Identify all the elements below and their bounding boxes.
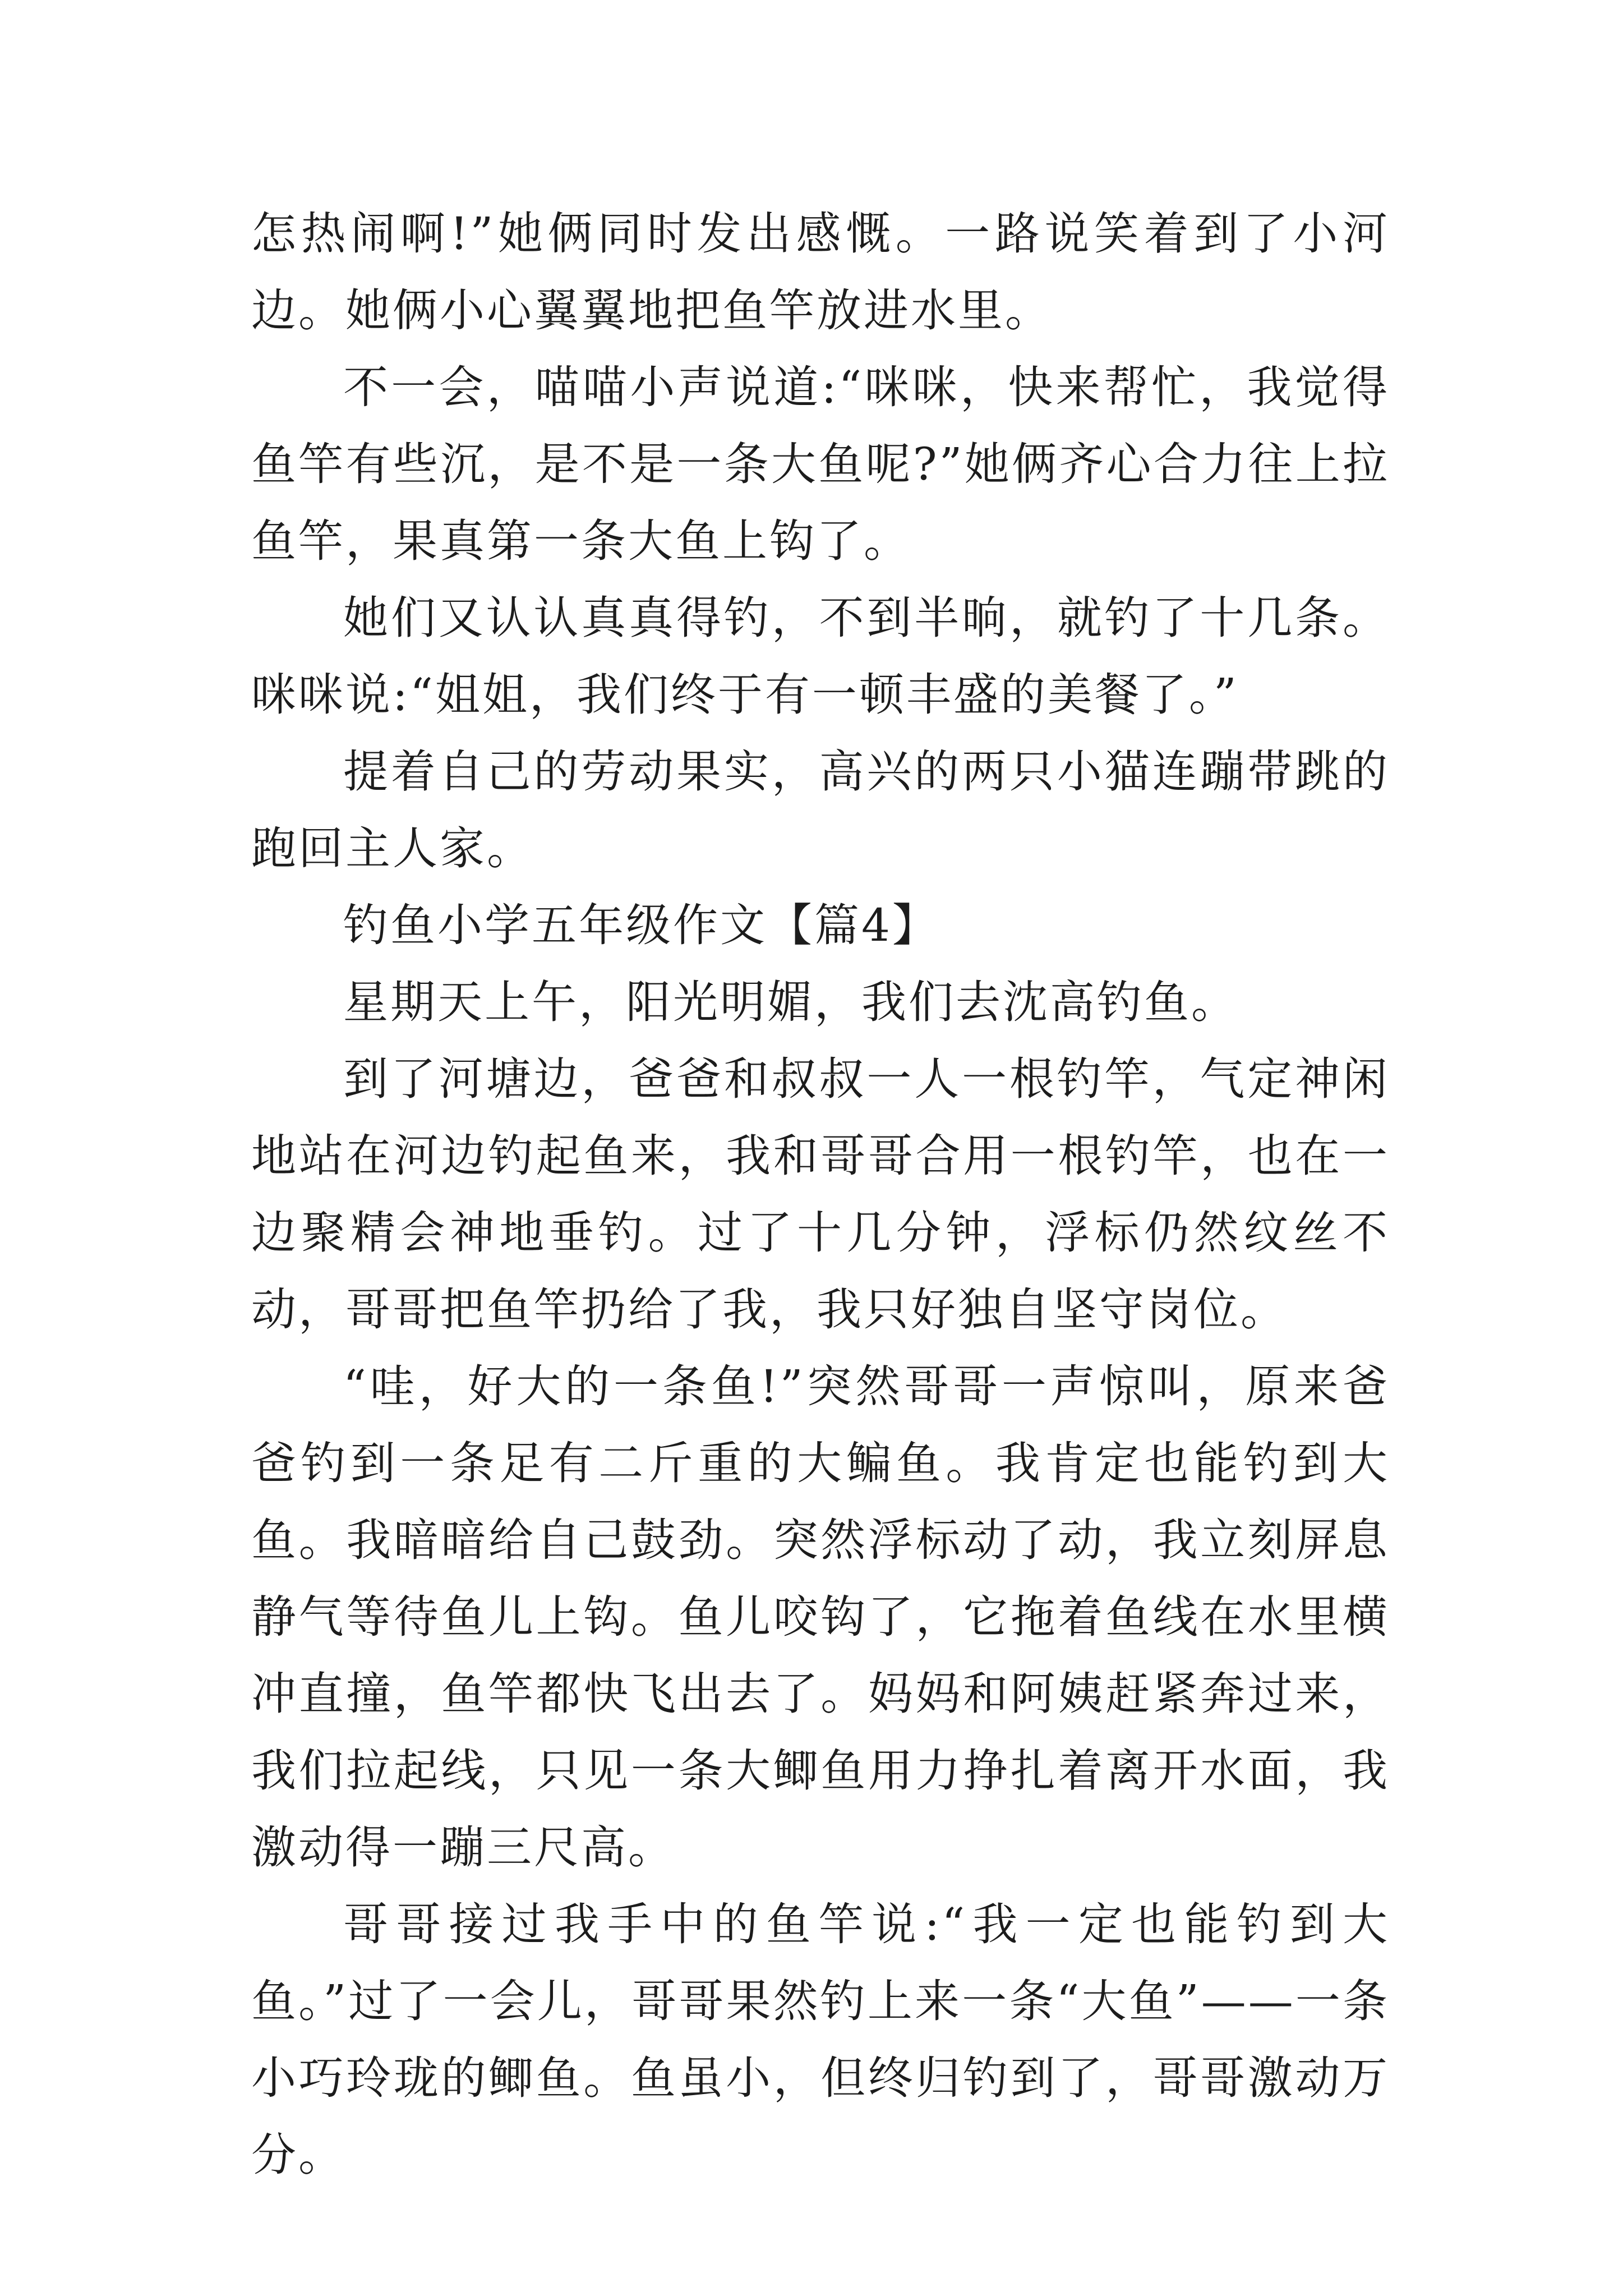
section-heading: 钓鱼小学五年级作文【篇4】 [343, 899, 939, 951]
paragraph: 她们又认认真真得钓，不到半晌，就钓了十几条。咪咪说:“姐姐，我们终于有一顿丰盛的美餐了。” [251, 592, 1390, 721]
paragraph: “哇，好大的一条鱼!”突然哥哥一声惊叫，原来爸爸钓到一条足有二斤重的大鳊鱼。我肯定也能钓到大鱼。我暗暗给自己鼓劲。突然浮标动了动，我立刻屏息静气等待鱼儿上钩。鱼儿咬钩了，它拖着鱼线在水里横冲直撞，鱼竿都快飞出去了。妈妈和阿姨赶紧奔过来，我们拉起线，只见一条大鲫鱼用力挣扎着离开水面，我激动得一蹦三尺高。 [251, 1360, 1390, 1874]
paragraph: 怎热闹啊!”她俩同时发出感慨。一路说笑着到了小河边。她俩小心翼翼地把鱼竿放进水里。 [251, 208, 1390, 337]
paragraph: 不一会，喵喵小声说道:“咪咪，快来帮忙，我觉得鱼竿有些沉，是不是一条大鱼呢?”她俩齐心合力往上拉鱼竿，果真第一条大鱼上钩了。 [251, 361, 1390, 567]
paragraph: 提着自己的劳动果实，高兴的两只小猫连蹦带跳的跑回主人家。 [251, 746, 1390, 875]
essay-body [251, 195, 1390, 2193]
paragraph: 到了河塘边，爸爸和叔叔一人一根钓竿，气定神闲地站在河边钓起鱼来，我和哥哥合用一根钓竿，也在一边聚精会神地垂钓。过了十几分钟，浮标仍然纹丝不动，哥哥把鱼竿扔给了我，我只好独自坚守岗位。 [251, 1053, 1390, 1336]
paragraph: 哥哥接过我手中的鱼竿说:“我一定也能钓到大鱼。”过了一会儿，哥哥果然钓上来一条“大鱼”——一条小巧玲珑的鲫鱼。鱼虽小，但终归钓到了，哥哥激动万分。 [251, 1898, 1390, 2181]
paragraph: 星期天上午，阳光明媚，我们去沈高钓鱼。 [343, 976, 1238, 1028]
